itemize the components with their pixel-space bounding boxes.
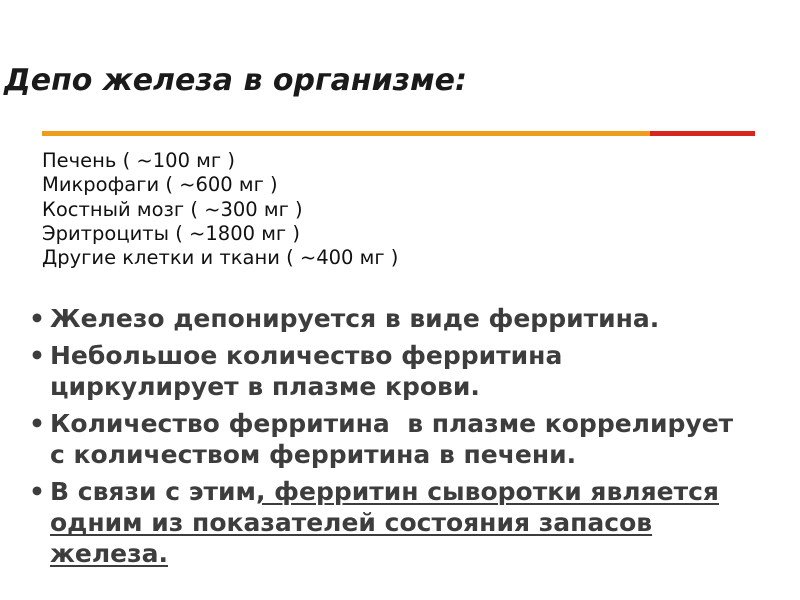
bullet-marker: • [29, 409, 45, 438]
underlined-text: , ферритин сыворотки является [255, 477, 719, 506]
bullet-marker: • [29, 304, 45, 333]
iron-depot-item: Микрофаги ( ~600 мг ) [42, 173, 278, 197]
bullet-item [0, 476, 800, 569]
bullet-line: Количество ферритина в плазме коррелирует [50, 409, 734, 438]
iron-depot-item: Костный мозг ( ~300 мг ) [42, 197, 303, 221]
underlined-text: железа. [50, 539, 168, 568]
bullet-item [0, 408, 800, 470]
bullet-lead-text: В связи с этим [50, 477, 256, 506]
underlined-text: одним из показателей состояния запасов [50, 508, 653, 537]
bullet-line [50, 538, 800, 569]
bullet-marker: • [29, 477, 45, 506]
bullet-item [0, 340, 800, 402]
title-underline-bar [42, 131, 755, 136]
bullet-line: Железо депонируется в виде ферритина. [50, 304, 660, 333]
iron-depot-item: Другие клетки и ткани ( ~400 мг ) [42, 246, 399, 269]
iron-depot-list [42, 149, 398, 270]
bullet-item [0, 303, 800, 334]
bar-orange-segment [42, 131, 650, 136]
bullet-line [50, 476, 800, 507]
bullet-marker: • [29, 341, 45, 370]
bullet-line [50, 507, 800, 538]
bullet-line: Небольшое количество ферритина [50, 341, 563, 370]
bullet-line: циркулирует в плазме крови. [50, 372, 480, 401]
iron-depot-item: Эритроциты ( ~1800 мг ) [42, 221, 300, 245]
iron-depot-item: Печень ( ~100 мг ) [42, 149, 235, 172]
bullet-list [0, 303, 800, 569]
slide-title: Депо железа в организме: [4, 63, 467, 98]
bar-red-segment [650, 131, 755, 136]
bullet-line: с количеством ферритина в печени. [50, 440, 577, 469]
